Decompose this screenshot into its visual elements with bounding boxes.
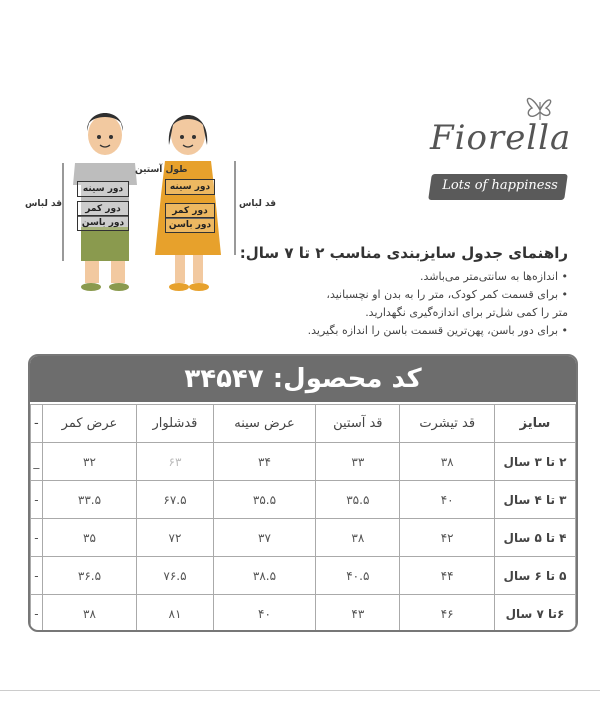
table-cell: ۳۷ — [213, 519, 316, 557]
table-cell: ۳۴ — [213, 443, 316, 481]
header-cell: قدشلوار — [137, 405, 213, 443]
table-cell: ۶۳ — [137, 443, 213, 481]
boy-height-label: قد لباس — [25, 199, 63, 209]
table-cell: - — [31, 595, 43, 633]
header-cell: عرض کمر — [42, 405, 137, 443]
table-cell: ۳۵.۵ — [316, 481, 400, 519]
table-cell: ۴۲ — [400, 519, 495, 557]
size-cell: ۲ تا ۳ سال — [495, 443, 576, 481]
header-cell: قد تیشرت — [400, 405, 495, 443]
table-cell: ۳۸.۵ — [213, 557, 316, 595]
brand-tagline: Lots of happiness — [442, 178, 558, 193]
table-cell: - — [31, 519, 43, 557]
girl-chest-box: دور سینه — [165, 179, 215, 195]
table-cell: ۳۸ — [400, 443, 495, 481]
header-cell: سایز — [495, 405, 576, 443]
table-row — [31, 481, 576, 519]
header-cell: عرض سینه — [213, 405, 316, 443]
table-cell: ۳۵.۵ — [213, 481, 316, 519]
table-cell: ۸۱ — [137, 595, 213, 633]
table-cell: ۶۷.۵ — [137, 481, 213, 519]
table-cell: ۴۰ — [213, 595, 316, 633]
table-cell: ۷۶.۵ — [137, 557, 213, 595]
size-cell: ۵ تا ۶ سال — [495, 557, 576, 595]
table-row — [31, 519, 576, 557]
brand-logo — [420, 88, 570, 208]
size-grid — [30, 404, 576, 632]
size-cell: ۴ تا ۵ سال — [495, 519, 576, 557]
size-guide-notes — [208, 244, 568, 340]
table-cell: ۴۳ — [316, 595, 400, 633]
table-cell: - — [31, 481, 43, 519]
table-row — [31, 557, 576, 595]
guide-title: راهنمای جدول سایزبندی مناسب ۲ تا ۷ سال: — [239, 244, 568, 262]
table-cell: ۴۴ — [400, 557, 495, 595]
header-cell: قد آستین — [316, 405, 400, 443]
girl-height-label: قد لباس — [239, 199, 277, 209]
table-cell: ۳۸ — [42, 595, 137, 633]
table-row — [31, 443, 576, 481]
table-cell: ۴۶ — [400, 595, 495, 633]
guide-line: • برای قسمت کمر کودک، متر را به بدن او نچسبانید، — [326, 288, 568, 301]
boy-sleeve-label: طول آستین — [135, 165, 188, 175]
size-cell: ۶تا ۷ سال — [495, 595, 576, 633]
table-cell: ۴۰.۵ — [316, 557, 400, 595]
table-cell: ۳۵ — [42, 519, 137, 557]
table-cell: ۷۲ — [137, 519, 213, 557]
size-table — [28, 354, 578, 632]
guide-line: • برای دور باسن، پهن‌ترین قسمت باسن را اندازه بگیرید. — [307, 324, 568, 337]
guide-line: متر را کمی شل‌تر برای اندازه‌گیری نگهدارید. — [365, 306, 568, 319]
boy-hip-box: دور باسن — [77, 215, 129, 231]
table-cell: - — [31, 557, 43, 595]
guide-line: • اندازه‌ها به سانتی‌متر می‌باشد. — [420, 270, 568, 283]
divider — [0, 690, 600, 691]
table-cell: ۳۸ — [316, 519, 400, 557]
boy-chest-box: دور سینه — [77, 181, 129, 197]
table-row — [31, 595, 576, 633]
product-code: کد محصول: ۳۴۵۴۷ — [30, 356, 576, 402]
girl-hip-box: دور باسن — [165, 217, 215, 233]
table-cell: ۴۰ — [400, 481, 495, 519]
table-cell: _ — [31, 443, 43, 481]
girl-waist-box: دور کمر — [165, 203, 215, 219]
table-cell: ۳۶.۵ — [42, 557, 137, 595]
table-cell: ۳۲ — [42, 443, 137, 481]
header-cell: - — [31, 405, 43, 443]
table-header-row — [31, 405, 576, 443]
boy-waist-box: دور کمر — [77, 201, 129, 217]
table-cell: ۳۳ — [316, 443, 400, 481]
brand-name: Fiorella — [430, 118, 572, 158]
table-cell: ۳۳.۵ — [42, 481, 137, 519]
size-cell: ۳ تا ۴ سال — [495, 481, 576, 519]
